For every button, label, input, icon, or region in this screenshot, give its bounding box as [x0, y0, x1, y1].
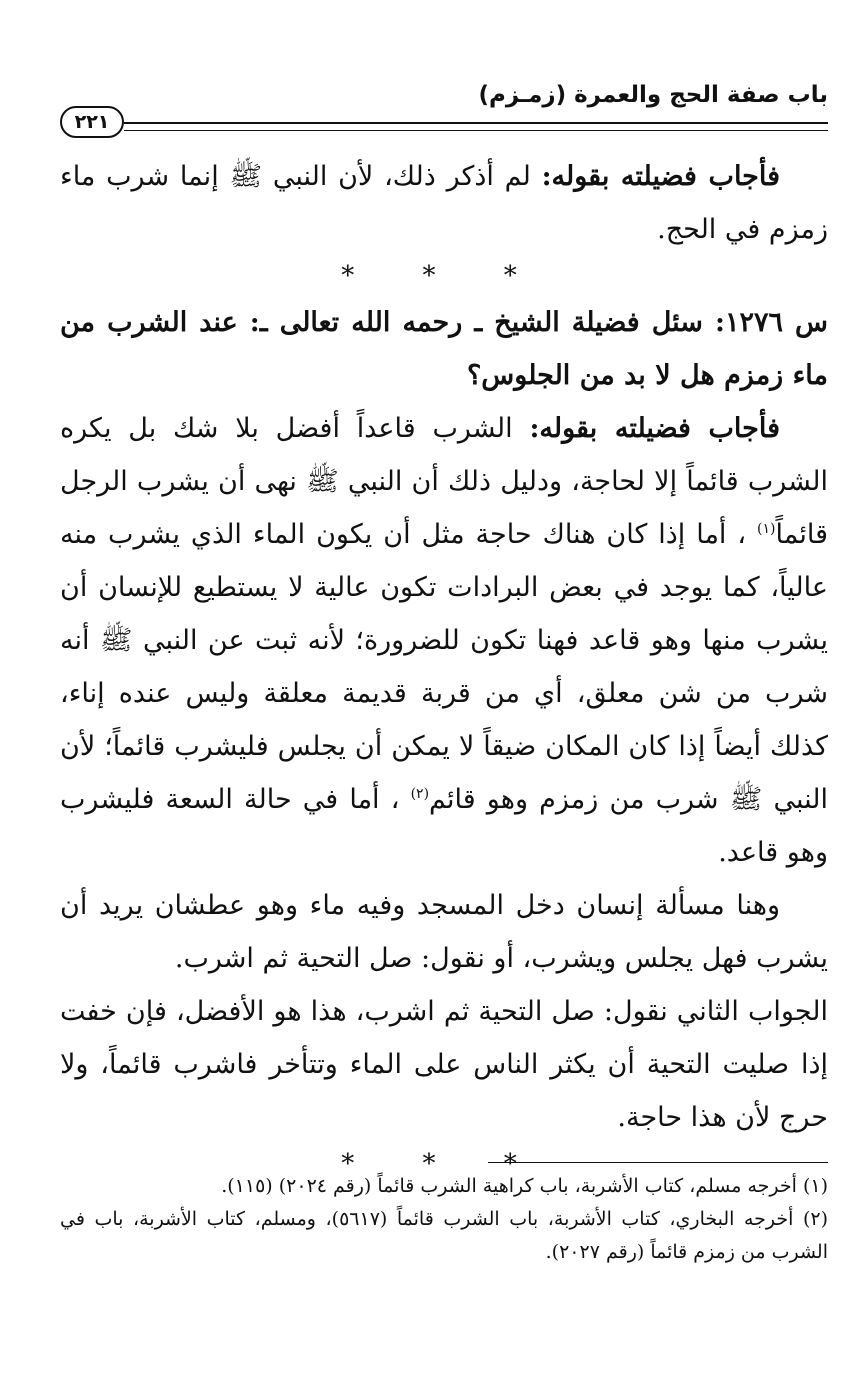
answer-text: ، أما في حالة السعة فليشرب وهو قاعد. — [60, 784, 828, 868]
answer-lead: فأجاب فضيلته بقوله: — [529, 413, 780, 444]
paragraph-issue: وهنا مسألة إنسان دخل المسجد وفيه ماء وهو عطشان يريد أن يشرب فهل يجلس ويشرب، أو نقول: صل التحية ثم اشرب. — [60, 890, 828, 974]
question-heading: س ١٢٧٦: سئل فضيلة الشيخ ـ رحمه الله تعالى ـ: عند الشرب من ماء زمزم هل لا بد من الجلوس؟ — [60, 307, 828, 391]
running-header — [60, 70, 828, 142]
answer-text: لم أذكر ذلك، لأن النبي ﷺ إنما شرب ماء زمزم في الحج. — [60, 161, 828, 245]
footnotes — [60, 1170, 828, 1269]
header-rule — [124, 122, 828, 131]
paragraph-answer-2 — [60, 402, 828, 879]
answer-text: الشرب قاعداً أفضل بلا شك بل يكره الشرب قائماً إلا لحاجة، ودليل ذلك أن النبي ﷺ نهى أن يشرب الرجل قائماً — [60, 413, 828, 550]
footnote-1: (١) أخرجه مسلم، كتاب الأشربة، باب كراهية الشرب قائماً (رقم ٢٠٢٤) (١١٥). — [221, 1175, 828, 1197]
answer-text: ، أما إذا كان هناك حاجة مثل أن يكون الماء الذي يشرب منه عالياً، كما يوجد في بعض البرادات تكون عالية لا يستطيع للإنسان أن يشرب منها وهو قاعد فهنا تكون للضرورة؛ لأنه ثبت عن النبي ﷺ أنه شرب من شن معلق، أي من قربة قديمة معلقة وليس عنده إناء، كذلك أيضاً إذا كان المكان ضيقاً لا يمكن أن يجلس فليشرب قائماً؛ لأن النبي ﷺ شرب من زمزم وهو قائم — [60, 519, 828, 815]
section-separator: * * * — [341, 1149, 547, 1179]
answer-lead: فأجاب فضيلته بقوله: — [541, 161, 780, 192]
paragraph-second-answer: الجواب الثاني نقول: صل التحية ثم اشرب، هذا هو الأفضل، فإن خفت إذا صليت التحية أن يكثر الناس على الماء وتتأخر فاشرب قائماً، ولا حرج لأن هذا حاجة. — [60, 996, 828, 1133]
book-page — [60, 0, 828, 1376]
paragraph-answer-1 — [60, 150, 828, 256]
footnote-2: (٢) أخرجه البخاري، كتاب الأشربة، باب الشرب قائماً (٥٦١٧)، ومسلم، كتاب الأشربة، باب في الشرب من زمزم قائماً (رقم ٢٠٢٧). — [60, 1208, 829, 1263]
footnote-ref-2: (٢) — [410, 786, 430, 802]
main-text — [60, 150, 828, 1184]
footnote-ref-1: (١) — [757, 521, 776, 537]
section-separator: * * * — [341, 261, 547, 291]
page-number: ٢٢١ — [60, 106, 124, 138]
footnote-rule — [488, 1162, 828, 1163]
chapter-title: باب صفة الحج والعمرة (زمـزم) — [478, 82, 828, 108]
